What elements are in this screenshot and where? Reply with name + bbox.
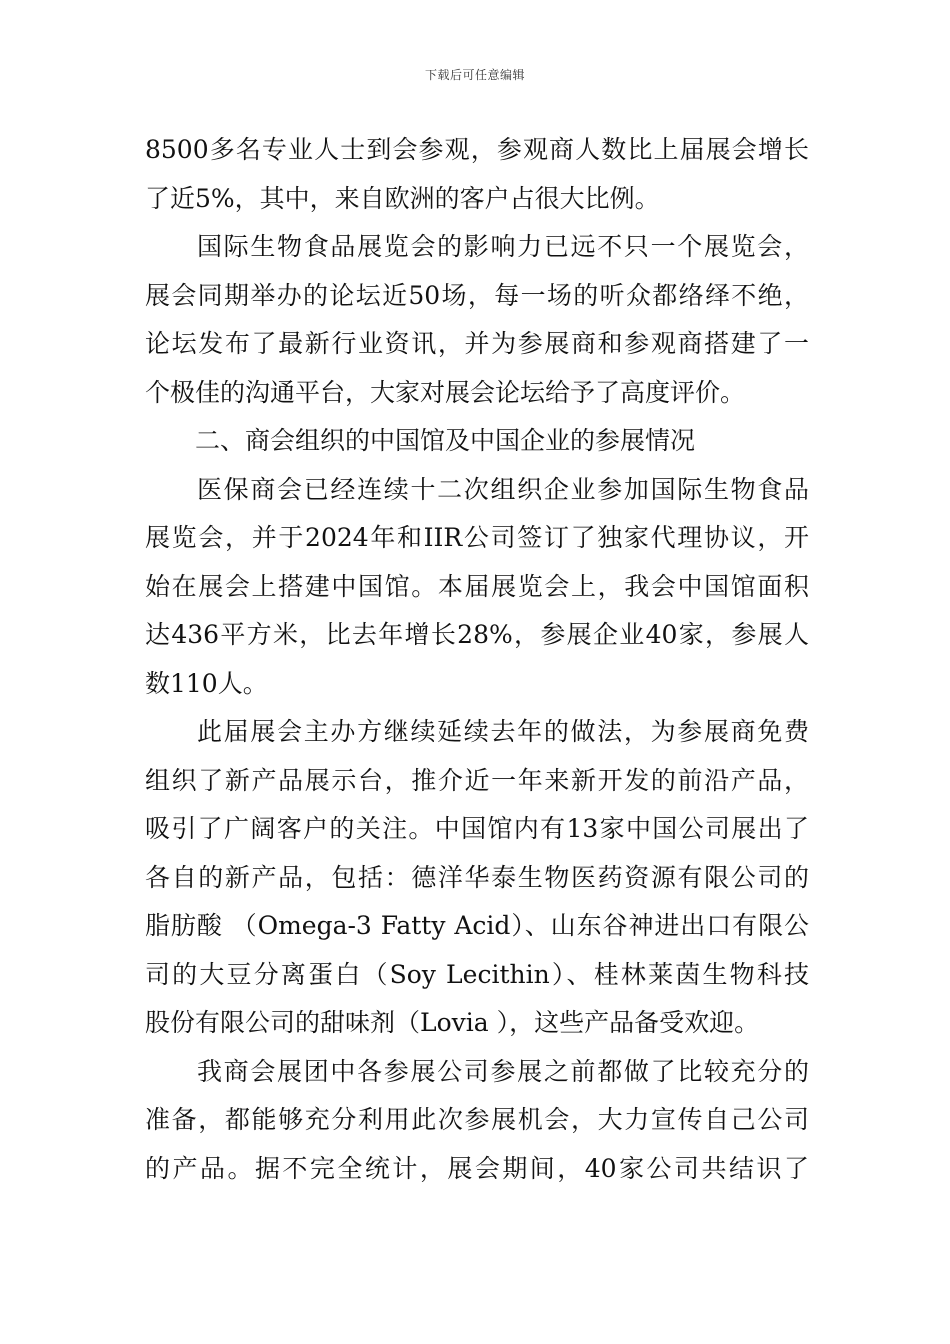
paragraph-line: 吸引了广阔客户的关注。中国馆内有13家中国公司展出了 — [145, 814, 809, 843]
paragraph-line: 我商会展团中各参展公司参展之前都做了比较充分的 — [197, 1056, 809, 1086]
document-body — [145, 126, 809, 1193]
paragraph-line: 了近5%，其中，来自欧洲的客户占很大比例。 — [145, 183, 660, 213]
paragraph-line: 股份有限公司的甜味剂（Lovia ），这些产品备受欢迎。 — [145, 1008, 760, 1037]
paragraph-line: 数110人。 — [145, 668, 268, 698]
paragraph-line: 组织了新产品展示台，推介近一年来新开发的前沿产品， — [145, 765, 809, 795]
paragraph-line: 始在展会上搭建中国馆。本届展览会上，我会中国馆面积 — [145, 571, 809, 601]
paragraph-line: 论坛发布了最新行业资讯，并为参展商和参观商搭建了一 — [145, 329, 809, 358]
paragraph-line: 各自的新产品，包括：德洋华泰生物医药资源有限公司的 — [145, 862, 809, 892]
paragraph-line: 的产品。据不完全统计，展会期间，40家公司共结识了 — [145, 1153, 809, 1183]
paragraph-line: 个极佳的沟通平台，大家对展会论坛给予了高度评价。 — [145, 377, 746, 407]
paragraph-line: 脂肪酸 （Omega-3 Fatty Acid）、山东谷神进出口有限公 — [145, 911, 809, 940]
paragraph-line: 展会同期举办的论坛近50场，每一场的听众都络绎不绝， — [145, 280, 809, 310]
paragraph-line: 展览会，并于2024年和IIR公司签订了独家代理协议，开 — [145, 523, 809, 552]
paragraph-line: 此届展会主办方继续延续去年的做法，为参展商免费 — [197, 717, 809, 746]
paragraph-line: 8500多名专业人士到会参观，参观商人数比上届展会增长 — [145, 135, 809, 164]
section-heading: 二、商会组织的中国馆及中国企业的参展情况 — [195, 426, 696, 455]
paragraph-line: 准备，都能够充分利用此次参展机会，大力宣传自己公司 — [145, 1105, 809, 1134]
paragraph-line: 达436平方米，比去年增长28%，参展企业40家，参展人 — [145, 620, 809, 649]
paragraph-line: 国际生物食品展览会的影响力已远不只一个展览会， — [197, 232, 809, 261]
paragraph-line: 医保商会已经连续十二次组织企业参加国际生物食品 — [197, 474, 809, 504]
page-header-note: 下载后可任意编辑 — [424, 68, 525, 82]
paragraph-line: 司的大豆分离蛋白（Soy Lecithin）、桂林莱茵生物科技 — [145, 959, 809, 989]
